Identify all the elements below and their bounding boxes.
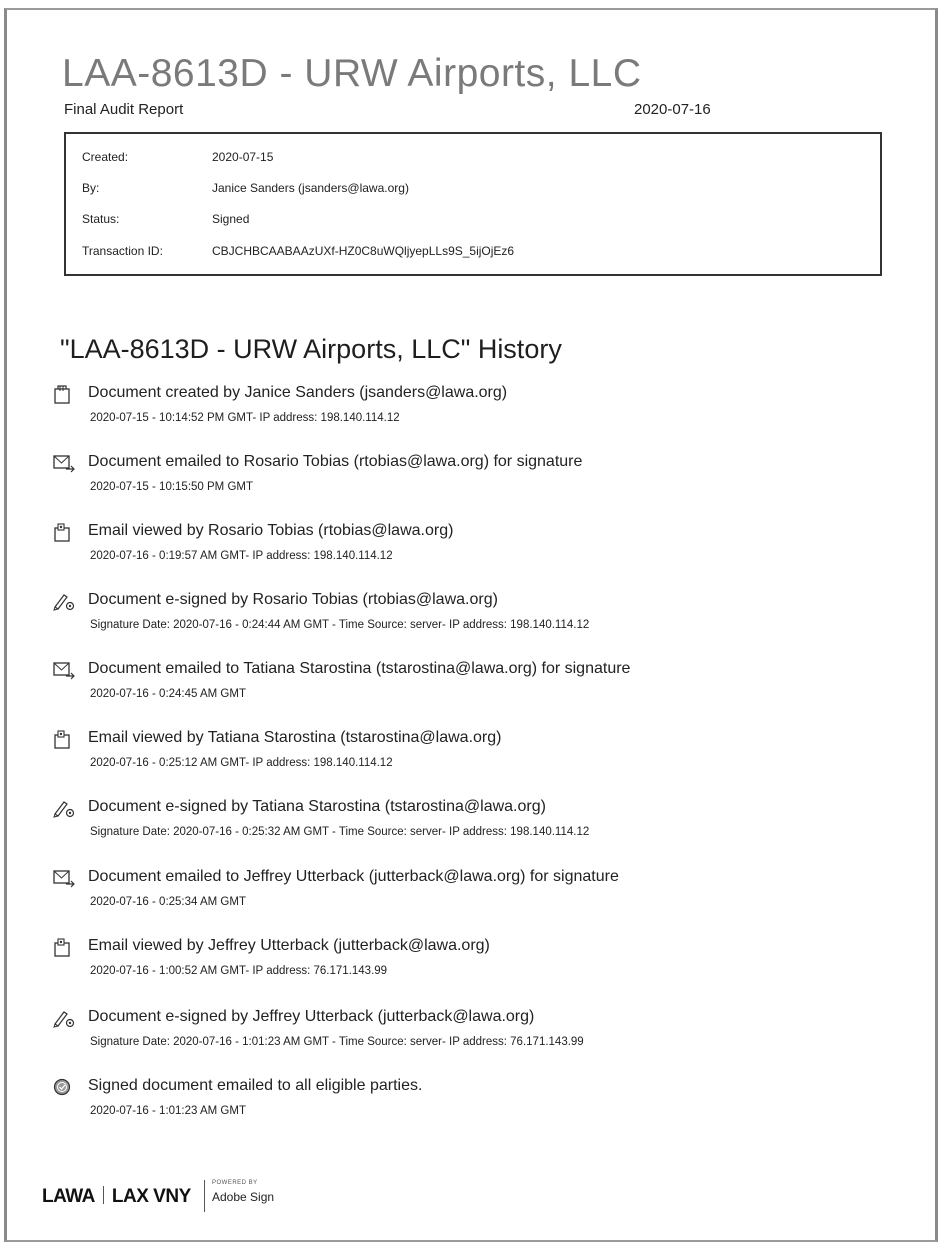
e-signed-icon (52, 592, 76, 612)
transaction-id-value: CBJCHBCAABAAzUXf-HZ0C8uWQljyepLLs9S_5ijOjEz6 (212, 244, 515, 258)
by-label: By: (82, 181, 100, 195)
status-label: Status: (82, 212, 120, 226)
summary-status-row (82, 212, 249, 226)
logo-divider (103, 1186, 104, 1204)
event-detail: Signature Date: 2020-07-16 - 0:24:44 AM GMT - Time Source: server- IP address: 198.140.114.12 (90, 619, 590, 631)
document-title: LAA-8613D - URW Airports, LLC (62, 52, 642, 95)
event-detail: Signature Date: 2020-07-16 - 1:01:23 AM GMT - Time Source: server- IP address: 76.171.143.99 (90, 1036, 584, 1048)
event-detail: 2020-07-16 - 1:00:52 AM GMT- IP address: 76.171.143.99 (90, 965, 388, 977)
event-text: Document e-signed by Rosario Tobias (rtobias@lawa.org) (88, 591, 498, 608)
event-detail: 2020-07-16 - 0:25:12 AM GMT- IP address: 198.140.114.12 (90, 757, 393, 769)
report-date: 2020-07-16 (634, 101, 711, 118)
event-text: Document emailed to Jeffrey Utterback (jutterback@lawa.org) for signature (88, 868, 619, 885)
event-detail: 2020-07-16 - 1:01:23 AM GMT (90, 1105, 246, 1117)
lawa-logo (42, 1186, 191, 1208)
signed-complete-icon (52, 1078, 76, 1098)
status-value: Signed (212, 212, 250, 226)
event-text: Email viewed by Rosario Tobias (rtobias@lawa.org) (88, 522, 454, 539)
email-sent-icon (52, 869, 76, 889)
powered-by-adobe-sign (204, 1180, 274, 1212)
e-signed-icon (52, 799, 76, 819)
event-text: Email viewed by Jeffrey Utterback (jutterback@lawa.org) (88, 937, 490, 954)
created-label: Created: (82, 150, 129, 164)
lax-vny-logo-text: LAX VNY (111, 1186, 191, 1207)
event-text: Document emailed to Tatiana Starostina (tstarostina@lawa.org) for signature (88, 660, 631, 677)
event-detail: 2020-07-16 - 0:19:57 AM GMT- IP address: 198.140.114.12 (90, 550, 393, 562)
email-sent-icon (52, 661, 76, 681)
event-detail: Signature Date: 2020-07-16 - 0:25:32 AM GMT - Time Source: server- IP address: 198.140.114.12 (90, 826, 590, 838)
email-viewed-icon (52, 730, 76, 750)
email-viewed-icon (52, 938, 76, 958)
event-text: Document emailed to Rosario Tobias (rtobias@lawa.org) for signature (88, 453, 583, 470)
summary-transaction-row (82, 244, 514, 258)
event-detail: 2020-07-15 - 10:15:50 PM GMT (90, 481, 253, 493)
report-subtitle: Final Audit Report (64, 101, 184, 118)
adobe-sign-label: Adobe Sign (212, 1190, 275, 1204)
event-text: Document e-signed by Jeffrey Utterback (jutterback@lawa.org) (88, 1008, 535, 1025)
summary-box (64, 132, 882, 276)
transaction-id-label: Transaction ID: (82, 244, 163, 258)
event-text: Signed document emailed to all eligible parties. (88, 1077, 423, 1094)
e-signed-icon (52, 1009, 76, 1029)
email-viewed-icon (52, 523, 76, 543)
created-value: 2020-07-15 (212, 150, 274, 164)
summary-created-row (82, 150, 273, 164)
event-detail: 2020-07-16 - 0:24:45 AM GMT (90, 688, 246, 700)
event-text: Document e-signed by Tatiana Starostina (tstarostina@lawa.org) (88, 798, 546, 815)
event-text: Document created by Janice Sanders (jsanders@lawa.org) (88, 384, 508, 401)
event-detail: 2020-07-16 - 0:25:34 AM GMT (90, 896, 246, 908)
email-sent-icon (52, 454, 76, 474)
history-title: "LAA-8613D - URW Airports, LLC" History (60, 334, 562, 364)
lawa-logo-text: LAWA (42, 1186, 95, 1207)
by-value: Janice Sanders (jsanders@lawa.org) (212, 181, 409, 195)
event-detail: 2020-07-15 - 10:14:52 PM GMT- IP address: 198.140.114.12 (90, 412, 400, 424)
summary-by-row (82, 181, 409, 195)
event-text: Email viewed by Tatiana Starostina (tstarostina@lawa.org) (88, 729, 502, 746)
document-created-icon (52, 385, 76, 405)
powered-by-label: POWERED BY (212, 1180, 258, 1186)
